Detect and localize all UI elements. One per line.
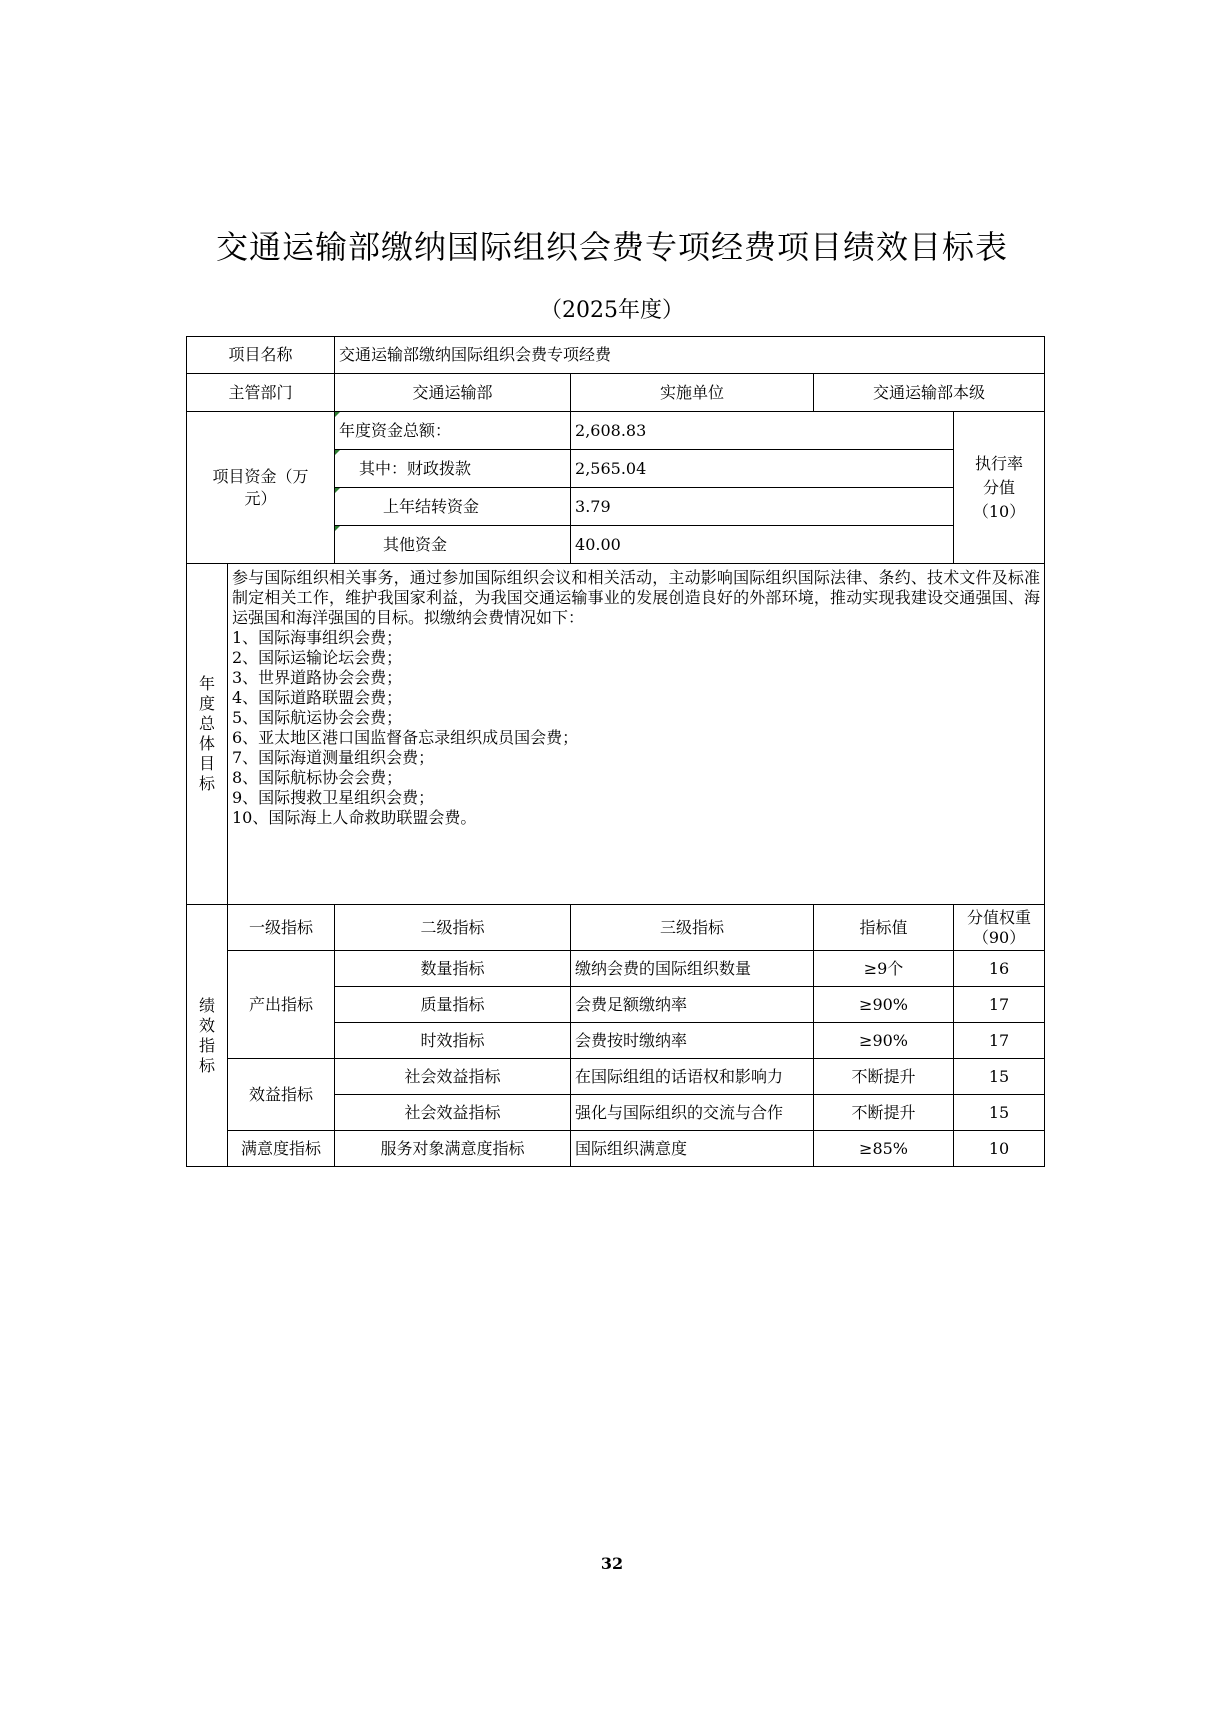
list-item: 2、国际运输论坛会费； [232, 648, 403, 667]
table-row [187, 1131, 1045, 1167]
department-row [187, 374, 1045, 412]
funds-fiscal-label: 其中：财政拨款 [335, 450, 571, 488]
performance-label [187, 905, 228, 1167]
funds-label-text: 项目资金（万元） [212, 466, 309, 508]
level3-cell: 会费足额缴纳率 [571, 987, 814, 1023]
level2-cell: 质量指标 [335, 987, 571, 1023]
value-cell: ≥85% [814, 1131, 954, 1167]
weight-cell: 10 [954, 1131, 1045, 1167]
weight-cell: 15 [954, 1059, 1045, 1095]
funds-row [187, 412, 1045, 450]
level3-cell: 强化与国际组织的交流与合作 [571, 1095, 814, 1131]
membership-fee-list [232, 628, 1040, 828]
funds-other-label: 其他资金 [335, 526, 571, 564]
department-label: 主管部门 [187, 374, 335, 412]
level3-cell: 国际组织满意度 [571, 1131, 814, 1167]
level2-cell: 社会效益指标 [335, 1095, 571, 1131]
project-name-row [187, 337, 1045, 374]
level1-satisfaction: 满意度指标 [228, 1131, 335, 1167]
page-number: 32 [600, 1554, 624, 1573]
annual-goal-content [228, 564, 1045, 905]
annual-goal-row [187, 564, 1045, 905]
performance-label-text: 绩效指标 [198, 995, 215, 1075]
header-value: 指标值 [814, 905, 954, 951]
performance-target-table [186, 336, 1045, 1167]
value-cell: ≥90% [814, 987, 954, 1023]
annual-goal-intro: 参与国际组织相关事务，通过参加国际组织会议和相关活动，主动影响国际组织国际法律、条约、技术文件及标准制定相关工作，维护我国家利益，为我国交通运输事业的发展创造良好的外部环境，推动实现我建设交通强国、海运强国和海洋强国的目标。拟缴纳会费情况如下： [232, 568, 1041, 627]
level2-cell: 时效指标 [335, 1023, 571, 1059]
list-item: 3、世界道路协会会费； [232, 668, 403, 687]
execution-score-label [954, 412, 1045, 564]
level3-cell: 会费按时缴纳率 [571, 1023, 814, 1059]
funds-total-label: 年度资金总额： [335, 412, 571, 450]
implementer-label: 实施单位 [571, 374, 814, 412]
weight-cell: 15 [954, 1095, 1045, 1131]
level3-cell: 在国际组组的话语权和影响力 [571, 1059, 814, 1095]
header-weight [954, 905, 1045, 951]
page-title: 交通运输部缴纳国际组织会费专项经费项目绩效目标表 [215, 228, 1008, 266]
page-subtitle: （2025年度） [540, 298, 684, 323]
list-item: 6、亚太地区港口国监督备忘录组织成员国会费； [232, 728, 579, 747]
list-item: 5、国际航运协会会费； [232, 708, 403, 727]
implementer-value: 交通运输部本级 [814, 374, 1045, 412]
value-cell: 不断提升 [814, 1095, 954, 1131]
annual-goal-label-text: 年度总体目标 [198, 674, 215, 793]
list-item: 8、国际航标协会会费； [232, 768, 403, 787]
list-item: 4、国际道路联盟会费； [232, 688, 403, 707]
value-cell: ≥90% [814, 1023, 954, 1059]
weight-cell: 17 [954, 987, 1045, 1023]
value-cell: ≥9个 [814, 951, 954, 987]
level3-cell: 缴纳会费的国际组织数量 [571, 951, 814, 987]
value-cell: 不断提升 [814, 1059, 954, 1095]
table-row [187, 951, 1045, 987]
funds-total-value: 2,608.83 [571, 412, 954, 450]
level1-benefit: 效益指标 [228, 1059, 335, 1131]
header-level3: 三级指标 [571, 905, 814, 951]
execution-score-text: 执行率分值（10） [972, 453, 1026, 521]
level2-cell: 社会效益指标 [335, 1059, 571, 1095]
indicator-header-row [187, 905, 1045, 951]
funds-carryover-value: 3.79 [571, 488, 954, 526]
funds-other-value: 40.00 [571, 526, 954, 564]
level1-output: 产出指标 [228, 951, 335, 1059]
list-item: 9、国际搜救卫星组织会费； [232, 788, 435, 807]
funds-fiscal-value: 2,565.04 [571, 450, 954, 488]
list-item: 10、国际海上人命救助联盟会费。 [232, 808, 477, 827]
annual-goal-label [187, 564, 228, 905]
funds-carryover-label: 上年结转资金 [335, 488, 571, 526]
list-item: 7、国际海道测量组织会费； [232, 748, 435, 767]
header-weight-text: 分值权重（90） [967, 907, 1032, 947]
department-value: 交通运输部 [335, 374, 571, 412]
project-name-value: 交通运输部缴纳国际组织会费专项经费 [335, 337, 1045, 374]
level2-cell: 数量指标 [335, 951, 571, 987]
project-name-label: 项目名称 [187, 337, 335, 374]
table-row [187, 1059, 1045, 1095]
funds-label [187, 412, 335, 564]
header-level1: 一级指标 [228, 905, 335, 951]
level2-cell: 服务对象满意度指标 [335, 1131, 571, 1167]
weight-cell: 16 [954, 951, 1045, 987]
list-item: 1、国际海事组织会费； [232, 628, 403, 647]
header-level2: 二级指标 [335, 905, 571, 951]
weight-cell: 17 [954, 1023, 1045, 1059]
